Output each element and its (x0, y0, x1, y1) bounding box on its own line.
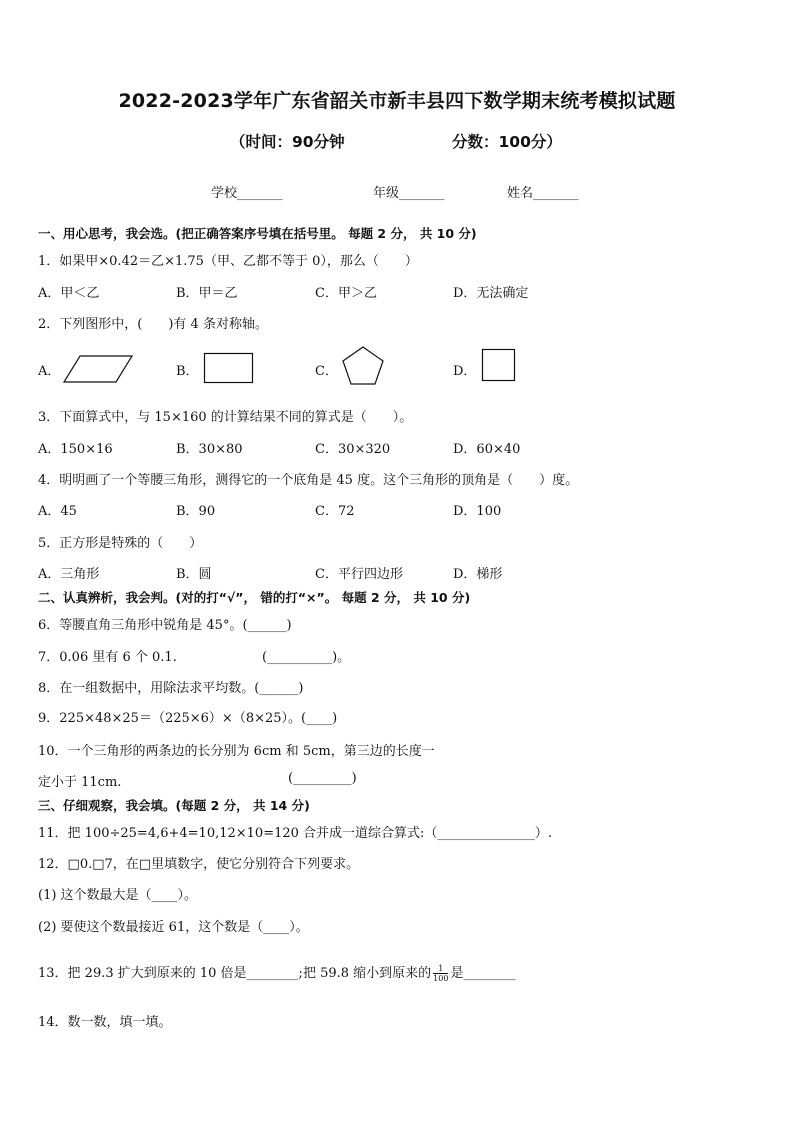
question-14: 14．数一数，填一填。 (38, 1015, 172, 1030)
question-11: 11．把 100÷25=4,6+4=10,12×10=120 合并成一道综合算式:（_______________）. (38, 826, 553, 841)
q10-answer-blank: (_________) (288, 771, 357, 786)
question-7: 7．0.06 里有 6 个 0.1. (38, 650, 177, 665)
section-2-heading: 二、认真辨析，我会判。(对的打“√”， 错的打“×”。 每题 2 分， 共 10 分) (38, 590, 471, 605)
school-field: 学校_______ (211, 186, 283, 201)
pentagon-figure (340, 345, 386, 387)
question-3: 3．下面算式中，与 15×160 的计算结果不同的算式是（ ）。 (38, 410, 413, 425)
question-2: 2．下列图形中，( )有 4 条对称轴。 (38, 317, 268, 332)
question-9: 9．225×48×25＝（225×6）×（8×25）。(____) (38, 711, 338, 726)
question-13 (38, 962, 515, 983)
q1-option-d: D．无法确定 (453, 286, 529, 301)
fraction-numerator: 1 (433, 964, 448, 974)
square-figure (481, 348, 517, 383)
question-10-continued: 定小于 11cm. (38, 775, 122, 790)
rectangle-figure (203, 352, 255, 384)
q13-text-a: 13．把 29.3 扩大到原来的 10 倍是________;把 59.8 缩小到原来的 (38, 966, 432, 981)
section-3-heading: 三、仔细观察，我会填。(每题 2 分， 共 14 分) (38, 798, 310, 813)
grade-field: 年级_______ (373, 186, 445, 201)
q4-option-c: C．72 (315, 504, 355, 519)
q7-answer-blank: (__________)。 (262, 650, 351, 665)
name-field: 姓名_______ (507, 186, 579, 201)
question-12: 12．□0.□7，在□里填数字，使它分别符合下列要求。 (38, 857, 360, 872)
q3-option-d: D．60×40 (453, 442, 521, 457)
q1-option-c: C．甲＞乙 (315, 286, 377, 301)
q1-option-a: A．甲＜乙 (38, 286, 100, 301)
q1-option-b: B．甲＝乙 (176, 286, 238, 301)
q2-option-b: B． (176, 364, 199, 379)
q5-option-c: C．平行四边形 (315, 567, 403, 582)
exam-score: 分数：100分） (452, 133, 562, 151)
q13-text-b: 是________ (450, 966, 516, 981)
question-12-part-2: (2) 要使这个数最接近 61，这个数是（____）。 (38, 920, 309, 935)
q4-option-a: A．45 (38, 504, 77, 519)
q5-option-a: A．三角形 (38, 567, 100, 582)
question-5: 5．正方形是特殊的（ ） (38, 536, 203, 551)
parallelogram-figure (62, 354, 134, 384)
question-6: 6．等腰直角三角形中锐角是 45°。(______) (38, 618, 292, 633)
question-10: 10．一个三角形的两条边的长分别为 6cm 和 5cm，第三边的长度一 (38, 744, 435, 759)
q2-option-d: D． (453, 364, 477, 379)
q13-fraction (433, 964, 448, 983)
question-1: 1．如果甲×0.42＝乙×1.75（甲、乙都不等于 0），那么（ ） (38, 254, 418, 269)
q4-option-b: B．90 (176, 504, 216, 519)
q2-option-c: C． (315, 364, 338, 379)
page-title: 2022-2023学年广东省韶关市新丰县四下数学期末统考模拟试题 (118, 90, 676, 112)
question-12-part-1: (1) 这个数最大是（____）。 (38, 888, 198, 903)
q3-option-b: B．30×80 (176, 442, 243, 457)
q3-option-c: C．30×320 (315, 442, 391, 457)
exam-time: （时间：90分钟 (230, 133, 345, 151)
q3-option-a: A．150×16 (38, 442, 113, 457)
q2-option-a: A． (38, 364, 61, 379)
q5-option-d: D．梯形 (453, 567, 503, 582)
question-4: 4．明明画了一个等腰三角形，测得它的一个底角是 45 度。这个三角形的顶角是（ ）度。 (38, 473, 579, 488)
fraction-denominator: 100 (433, 974, 449, 983)
section-1-heading: 一、用心思考，我会选。(把正确答案序号填在括号里。 每题 2 分， 共 10 分) (38, 226, 477, 241)
question-8: 8．在一组数据中，用除法求平均数。(______) (38, 681, 304, 696)
q4-option-d: D．100 (453, 504, 502, 519)
q5-option-b: B．圆 (176, 567, 212, 582)
